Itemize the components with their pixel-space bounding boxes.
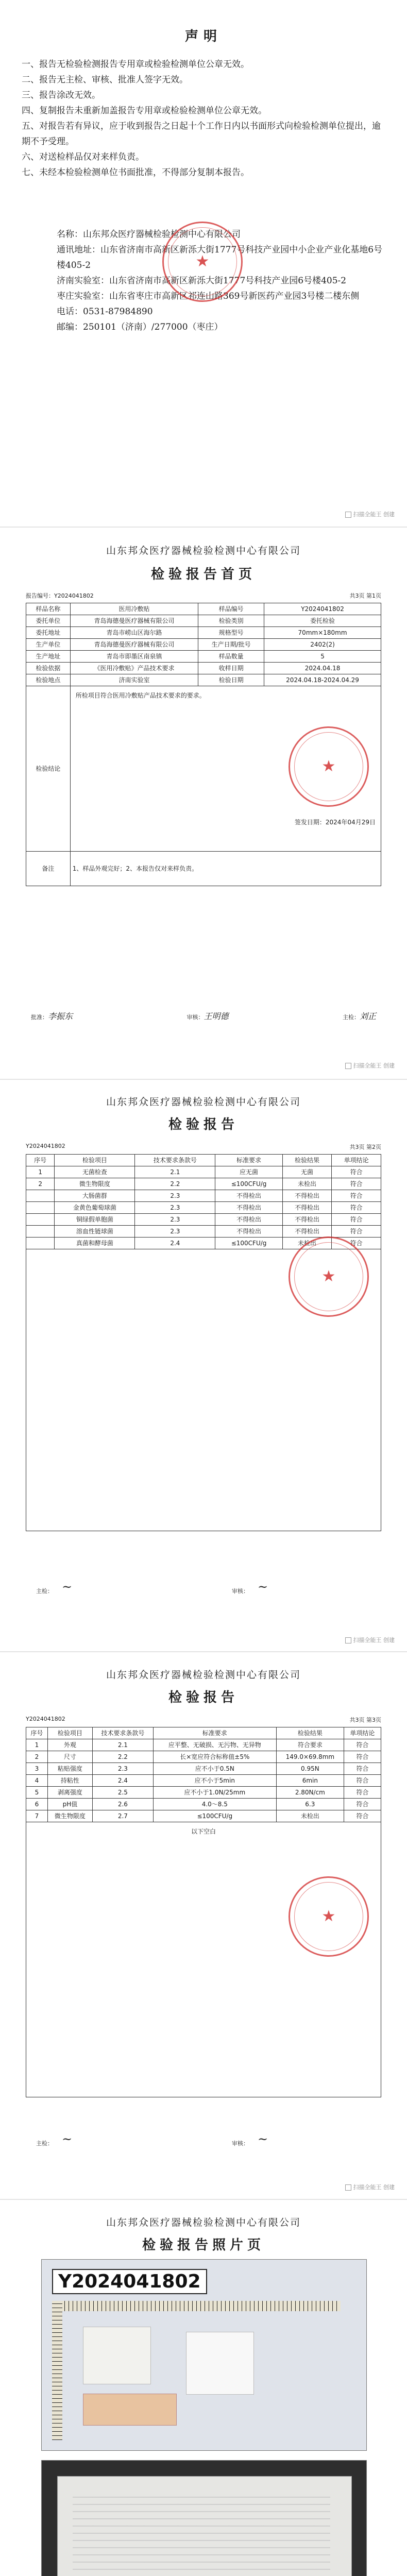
scan-footer: 扫描全能王 创建 [345,2183,395,2191]
table-row: 真菌和酵母菌 2.4 ≤100CFU/g 未检出 符合 [26,1238,381,1249]
contact-line: 名称：山东邦众医疗器械检验检测中心有限公司 [57,229,241,240]
sign-left: 主检： [36,1588,53,1595]
ruler-vertical [52,2301,62,2440]
sign-right: 审核： [232,1588,249,1595]
page-subtitle: 检验报告首页 [150,567,256,582]
product-pad [83,2394,177,2426]
table-row: 样品名称 医用冷敷贴 样品编号 Y2024041802 [26,603,381,615]
blank-row: 以下空白 [26,1822,381,2097]
contact-line: 济南实验室：山东省济南市高新区新泺大街1777号科技产业园6号楼405-2 [57,276,347,286]
report-number: Y2024041802 [26,1716,65,1722]
inspection-seal: ★ [289,1876,369,1957]
scan-footer: 扫描全能王 创建 [345,510,395,518]
product-sachet [186,2332,254,2395]
scan-footer: 扫描全能王 创建 [345,1061,395,1070]
report-cover-page [0,531,407,1077]
ruler-horizontal [52,2301,341,2311]
table-row: 金黄色葡萄球菌 2.3 不得检出 不得检出 符合 [26,1202,381,1214]
report-number: Y2024041802 [26,1143,65,1149]
statement-item: 四、复制报告未重新加盖报告专用章或检验检测单位公章无效。 [22,106,267,116]
table-row: 7 微生物限度 2.7 ≤100CFU/g 未检出 符合 [26,1810,381,1822]
lab-name: 山东邦众医疗器械检验检测中心有限公司 [106,545,301,556]
page-number: 共3页 第2页 [349,1144,381,1150]
page-number: 共3页 第1页 [349,592,381,599]
table-row: 委托单位 青岛海德曼医疗器械有限公司 检验类别 委托检验 [26,615,381,627]
statement-item: 五、对报告若有异议，应于收到报告之日起十个工作日内以书面形式向检验检测单位提出，逾期不予受理。 [22,121,381,147]
page-divider [0,1651,407,1652]
camscanner-icon [345,1637,351,1643]
signature-inspector: ~ [62,1580,73,1594]
table-header: 序号 检验项目 技术要求条款号 标准要求 检验结果 单项结论 [26,1155,381,1166]
contact-line: 邮编：250101（济南）/277000（枣庄） [57,322,223,332]
contact-line: 枣庄实验室：山东省枣庄市高新区祁连山路369号新医药产业园3号楼二楼东侧 [57,291,360,301]
table-header: 序号 检验项目 技术要求条款号 标准要求 检验结果 单项结论 [26,1727,381,1739]
table-row: 生产地址 青岛市即墨区南泉镇 样品数量 5 [26,651,381,663]
product-box [83,2327,151,2384]
table-row: 1 无菌检查 2.1 应无菌 无菌 符合 [26,1166,381,1178]
table-row: 大肠菌群 2.3 不得检出 不得检出 符合 [26,1190,381,1202]
camscanner-icon [345,2184,351,2191]
sign-right: 审核： [232,2140,249,2147]
table-row: 4 持粘性 2.4 应不小于5min 6min 符合 [26,1775,381,1787]
page-number: 共3页 第3页 [349,1717,381,1723]
package-text [73,2497,330,2576]
table-row: 5 剥离强度 2.5 应不小于1.0N/25mm 2.80N/cm 符合 [26,1787,381,1799]
sample-photo-top [41,2259,367,2451]
results-table-wrap [26,1154,381,1531]
inspection-seal: ★ [289,1236,369,1317]
statement-items [22,57,385,180]
camscanner-icon [345,1063,351,1069]
scan-footer: 扫描全能王 创建 [345,1636,395,1644]
page-divider [0,527,407,528]
table-row: 委托地址 青岛市崂山区海尔路 规格型号 70mm×180mm [26,627,381,639]
camscanner-icon [345,512,351,518]
statement-item: 三、报告涂改无效。 [22,90,100,100]
page-subtitle: 检验报告 [168,1690,239,1705]
sign-left: 主检： [36,2140,53,2147]
statement-item: 七、未经本检验检测单位书面批准，不得部分复制本报告。 [22,167,249,178]
inspector: 主检：刘正 [342,1011,376,1021]
signature-reviewer: ~ [258,1580,268,1594]
results-table [26,1154,381,1531]
contact-line: 通讯地址：山东省济南市高新区新泺大街1777号科技产业园中小企业产业化基地6号楼405-2 [57,245,383,270]
photo-page [0,2202,407,2576]
table-row: 1 外观 2.1 应平整、无破损、无污物、无异物 符合要求 符合 [26,1739,381,1751]
table-row: 检验地点 济南实验室 检验日期 2024.04.18-2024.04.29 [26,674,381,686]
table-row: 2 尺寸 2.2 长×宽应符合标称值±5% 149.0×69.8mm 符合 [26,1751,381,1763]
statement-item: 一、报告无检验检测报告专用章或检验检测单位公章无效。 [22,59,249,70]
sample-photo-bottom [41,2460,367,2576]
signature-inspector: ~ [62,2132,73,2146]
approver: 批准：李振东 [31,1011,73,1021]
table-row: 3 粘贴强度 2.3 应不小于0.5N 0.95N 符合 [26,1763,381,1775]
page-subtitle: 检验报告 [168,1117,239,1132]
statement-item: 六、对送检样品仅对来样负责。 [22,152,144,162]
report-page-2 [0,1082,407,1649]
signature-reviewer: ~ [258,2132,268,2146]
page-subtitle: 检验报告照片页 [142,2238,265,2253]
report-page-3 [0,1655,407,2196]
contact-line: 电话：0531-87984890 [57,307,153,317]
statement-page [0,0,407,526]
statement-item: 二、报告无主检、审核、批准人签字无效。 [22,75,188,85]
reviewer: 审核：王明德 [186,1011,229,1021]
lab-name: 山东邦众医疗器械检验检测中心有限公司 [106,1669,301,1681]
page-divider [0,1079,407,1080]
company-seal: ★ [162,222,243,302]
table-row: 2 微生物限度 2.2 ≤100CFU/g 未检出 符合 [26,1178,381,1190]
table-row: 6 pH值 2.6 4.0～8.5 6.3 符合 [26,1799,381,1810]
conclusion-row: 检验结论 所检项目符合医用冷敷贴产品技术要求的要求。 签发日期：2024年04月29日 [26,686,381,852]
lab-name: 山东邦众医疗器械检验检测中心有限公司 [106,1096,301,1108]
inspection-seal: ★ [289,726,369,807]
page-divider [0,2199,407,2200]
statement-title: 声明 [184,29,222,44]
table-row: 铜绿假单胞菌 2.3 不得检出 不得检出 符合 [26,1214,381,1226]
report-number: 报告编号：Y2024041802 [26,592,94,599]
remark-row: 备注 1、样品外观完好；2、本报告仅对来样负责。 [26,852,381,886]
signature-row [31,1010,376,1022]
table-row: 溶血性链球菌 2.3 不得检出 不得检出 符合 [26,1226,381,1238]
table-row: 生产单位 青岛海德曼医疗器械有限公司 生产日期/批号 2402(2) [26,639,381,651]
table-row: 检验依据 《医用冷敷贴》产品技术要求 收样日期 2024.04.18 [26,663,381,674]
lab-name: 山东邦众医疗器械检验检测中心有限公司 [106,2217,301,2228]
sample-label: Y2024041802 [52,2269,207,2294]
